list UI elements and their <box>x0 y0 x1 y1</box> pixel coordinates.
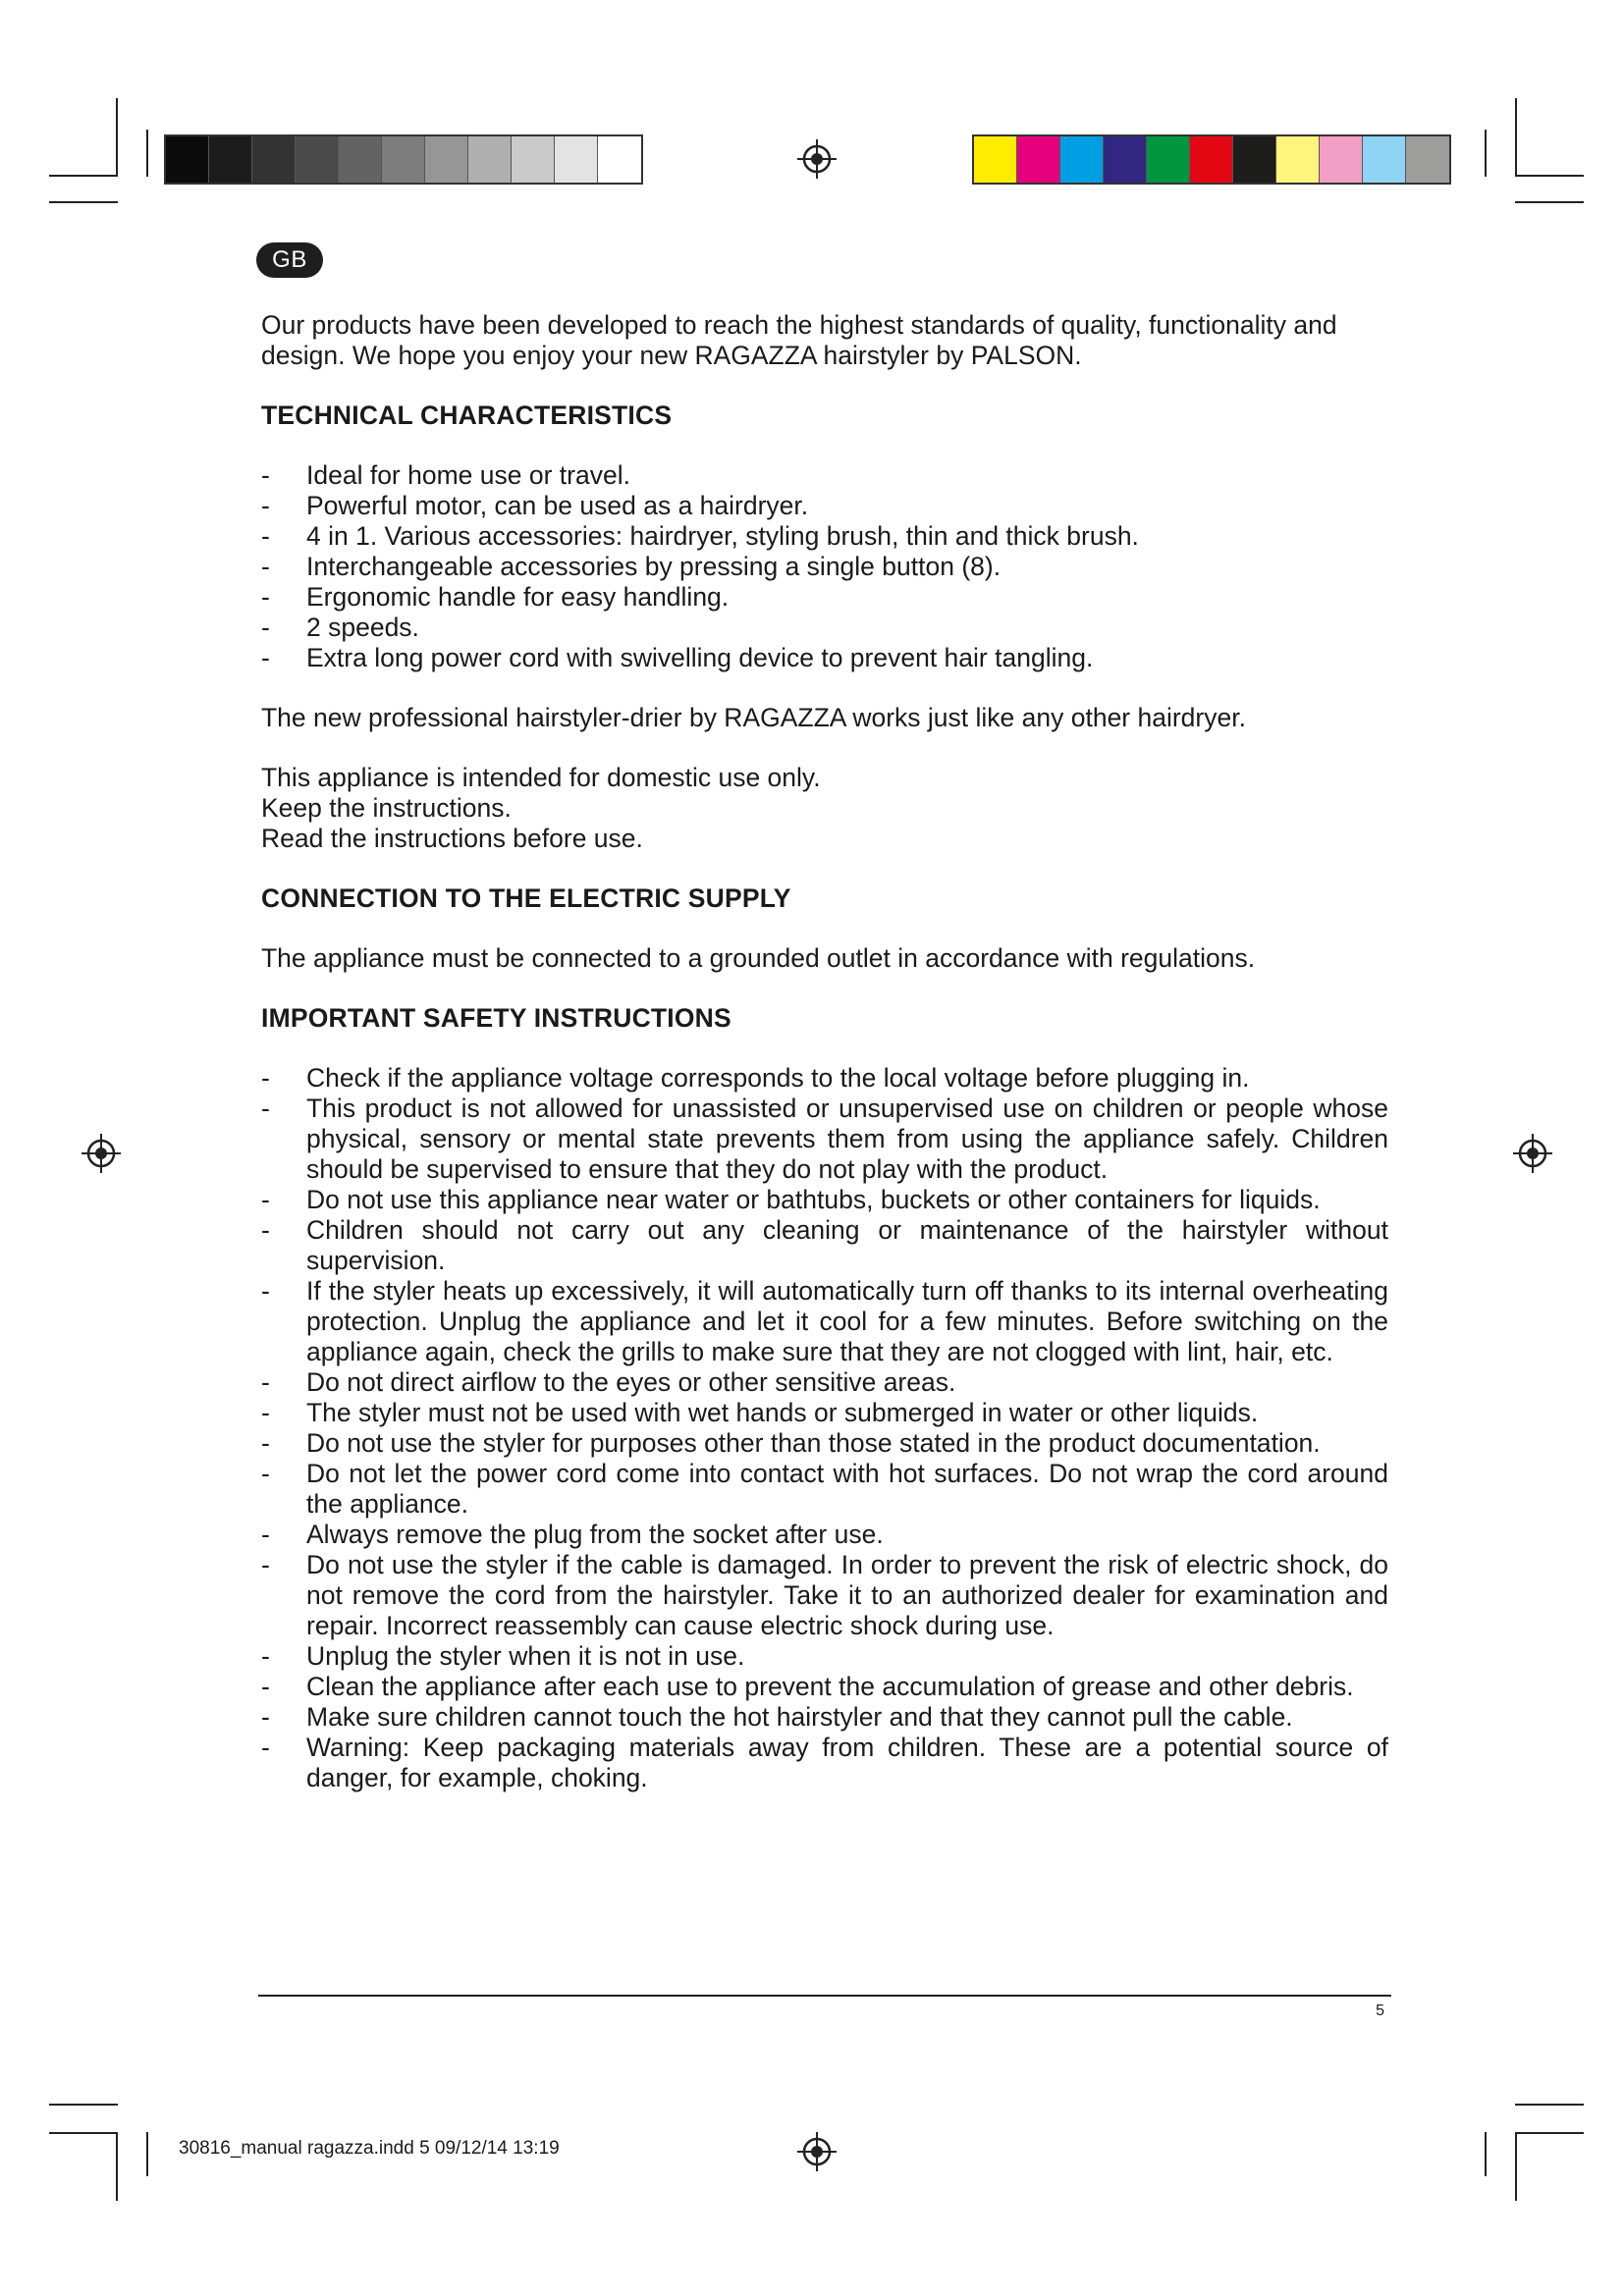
technical-list-item: - Extra long power cord with swivelling device to prevent hair tangling. <box>261 643 1388 673</box>
crop-mark <box>116 2132 118 2201</box>
crop-mark <box>1515 98 1517 177</box>
color-swatch <box>1276 136 1320 183</box>
color-swatch <box>1147 136 1190 183</box>
color-swatch <box>512 136 555 183</box>
manual-content <box>261 310 1388 1793</box>
crop-mark <box>116 98 118 177</box>
technical-note: The new professional hairstyler-drier by RAGAZZA works just like any other hairdryer. <box>261 703 1246 732</box>
technical-list-item: - Ergonomic handle for easy handling. <box>261 582 1388 613</box>
registration-mark-icon <box>1513 1134 1552 1173</box>
safety-list-item: - The styler must not be used with wet hands or submerged in water or other liquids. <box>261 1398 1388 1428</box>
crop-mark <box>49 2104 118 2106</box>
color-swatch <box>1104 136 1147 183</box>
crop-mark <box>1515 2132 1517 2201</box>
crop-mark <box>1485 130 1487 177</box>
crop-mark <box>146 130 148 177</box>
safety-list-item: - Unplug the styler when it is not in use. <box>261 1641 1388 1672</box>
color-swatch <box>468 136 512 183</box>
color-swatch <box>1363 136 1406 183</box>
usage-note: This appliance is intended for domestic use only. <box>261 763 821 792</box>
crop-mark <box>49 175 118 177</box>
color-swatch <box>1017 136 1060 183</box>
color-swatch <box>1060 136 1104 183</box>
color-swatch <box>339 136 382 183</box>
safety-list-item: - Make sure children cannot touch the hot hairstyler and that they cannot pull the cable. <box>261 1702 1388 1733</box>
technical-list-item: - 2 speeds. <box>261 613 1388 643</box>
technical-list <box>261 460 1388 673</box>
section-heading-safety: IMPORTANT SAFETY INSTRUCTIONS <box>261 1003 731 1033</box>
color-swatch <box>1233 136 1276 183</box>
color-swatch <box>296 136 339 183</box>
crop-mark <box>1515 2104 1584 2106</box>
color-swatch <box>209 136 252 183</box>
technical-list-item: - Powerful motor, can be used as a hairdryer. <box>261 491 1388 521</box>
safety-list-item: - If the styler heats up excessively, it will automatically turn off thanks to its internal overheating protection. Unplug the appliance and let it cool for a few minutes. Before switching on the appliance again, check the grills to make sure that they are not clogged with lint, hair, etc. <box>261 1276 1388 1367</box>
grayscale-color-bar <box>164 134 643 185</box>
safety-list-item: - Children should not carry out any cleaning or maintenance of the hairstyler without supervision. <box>261 1215 1388 1276</box>
registration-mark-icon <box>797 139 837 179</box>
safety-list-item: - Clean the appliance after each use to prevent the accumulation of grease and other debris. <box>261 1672 1388 1702</box>
color-swatch <box>974 136 1017 183</box>
process-color-bar <box>972 134 1451 185</box>
registration-mark-icon <box>797 2132 837 2171</box>
color-swatch <box>1190 136 1233 183</box>
intro-paragraph: Our products have been developed to reach the highest standards of quality, functionality and design. We hope you enjoy your new RAGAZZA hairstyler by PALSON. <box>261 310 1337 370</box>
safety-list-item: - This product is not allowed for unassisted or unsupervised use on children or people whose physical, sensory or mental state prevents them from using the appliance safely. Children should be supervised to ensure that they do not play with the product. <box>261 1094 1388 1185</box>
color-swatch <box>598 136 641 183</box>
page-number: 5 <box>1376 2002 1384 2019</box>
safety-list-item: - Do not use the styler for purposes other than those stated in the product documentation. <box>261 1428 1388 1459</box>
footer-rule <box>258 1995 1391 1997</box>
technical-list-item: - Interchangeable accessories by pressing a single button (8). <box>261 552 1388 582</box>
color-swatch <box>1406 136 1449 183</box>
technical-list-item: - Ideal for home use or travel. <box>261 460 1388 491</box>
safety-list <box>261 1063 1388 1793</box>
usage-note: Read the instructions before use. <box>261 824 643 853</box>
safety-list-item: - Do not direct airflow to the eyes or other sensitive areas. <box>261 1367 1388 1398</box>
color-swatch <box>1320 136 1363 183</box>
crop-mark <box>1515 175 1584 177</box>
color-swatch <box>382 136 425 183</box>
safety-list-item: - Do not use this appliance near water or bathtubs, buckets or other containers for liquids. <box>261 1185 1388 1215</box>
crop-mark <box>49 2132 118 2134</box>
safety-list-item: - Do not use the styler if the cable is damaged. In order to prevent the risk of electric shock, do not remove the cord from the hairstyler. Take it to an authorized dealer for examination and repair. Incorrect reassembly can cause electric shock during use. <box>261 1550 1388 1641</box>
print-slug: 30816_manual ragazza.indd 5 09/12/14 13:19 <box>179 2138 560 2159</box>
registration-mark-icon <box>81 1134 121 1173</box>
crop-mark <box>146 2132 148 2176</box>
color-swatch <box>425 136 468 183</box>
technical-list-item: - 4 in 1. Various accessories: hairdryer, styling brush, thin and thick brush. <box>261 521 1388 552</box>
section-heading-technical: TECHNICAL CHARACTERISTICS <box>261 400 673 430</box>
color-swatch <box>252 136 296 183</box>
color-swatch <box>166 136 209 183</box>
crop-mark <box>1485 2132 1487 2176</box>
language-badge: GB <box>256 242 323 278</box>
crop-mark <box>49 201 118 203</box>
section-heading-connection: CONNECTION TO THE ELECTRIC SUPPLY <box>261 883 791 913</box>
usage-notes <box>261 763 1388 854</box>
safety-list-item: - Warning: Keep packaging materials away from children. These are a potential source of danger, for example, choking. <box>261 1733 1388 1793</box>
safety-list-item: - Check if the appliance voltage corresponds to the local voltage before plugging in. <box>261 1063 1388 1094</box>
color-swatch <box>555 136 598 183</box>
crop-mark <box>1515 2132 1584 2134</box>
safety-list-item: - Do not let the power cord come into contact with hot surfaces. Do not wrap the cord around the appliance. <box>261 1459 1388 1520</box>
connection-text: The appliance must be connected to a grounded outlet in accordance with regulations. <box>261 943 1256 973</box>
crop-mark <box>1515 201 1584 203</box>
safety-list-item: - Always remove the plug from the socket after use. <box>261 1520 1388 1550</box>
usage-note: Keep the instructions. <box>261 793 512 823</box>
